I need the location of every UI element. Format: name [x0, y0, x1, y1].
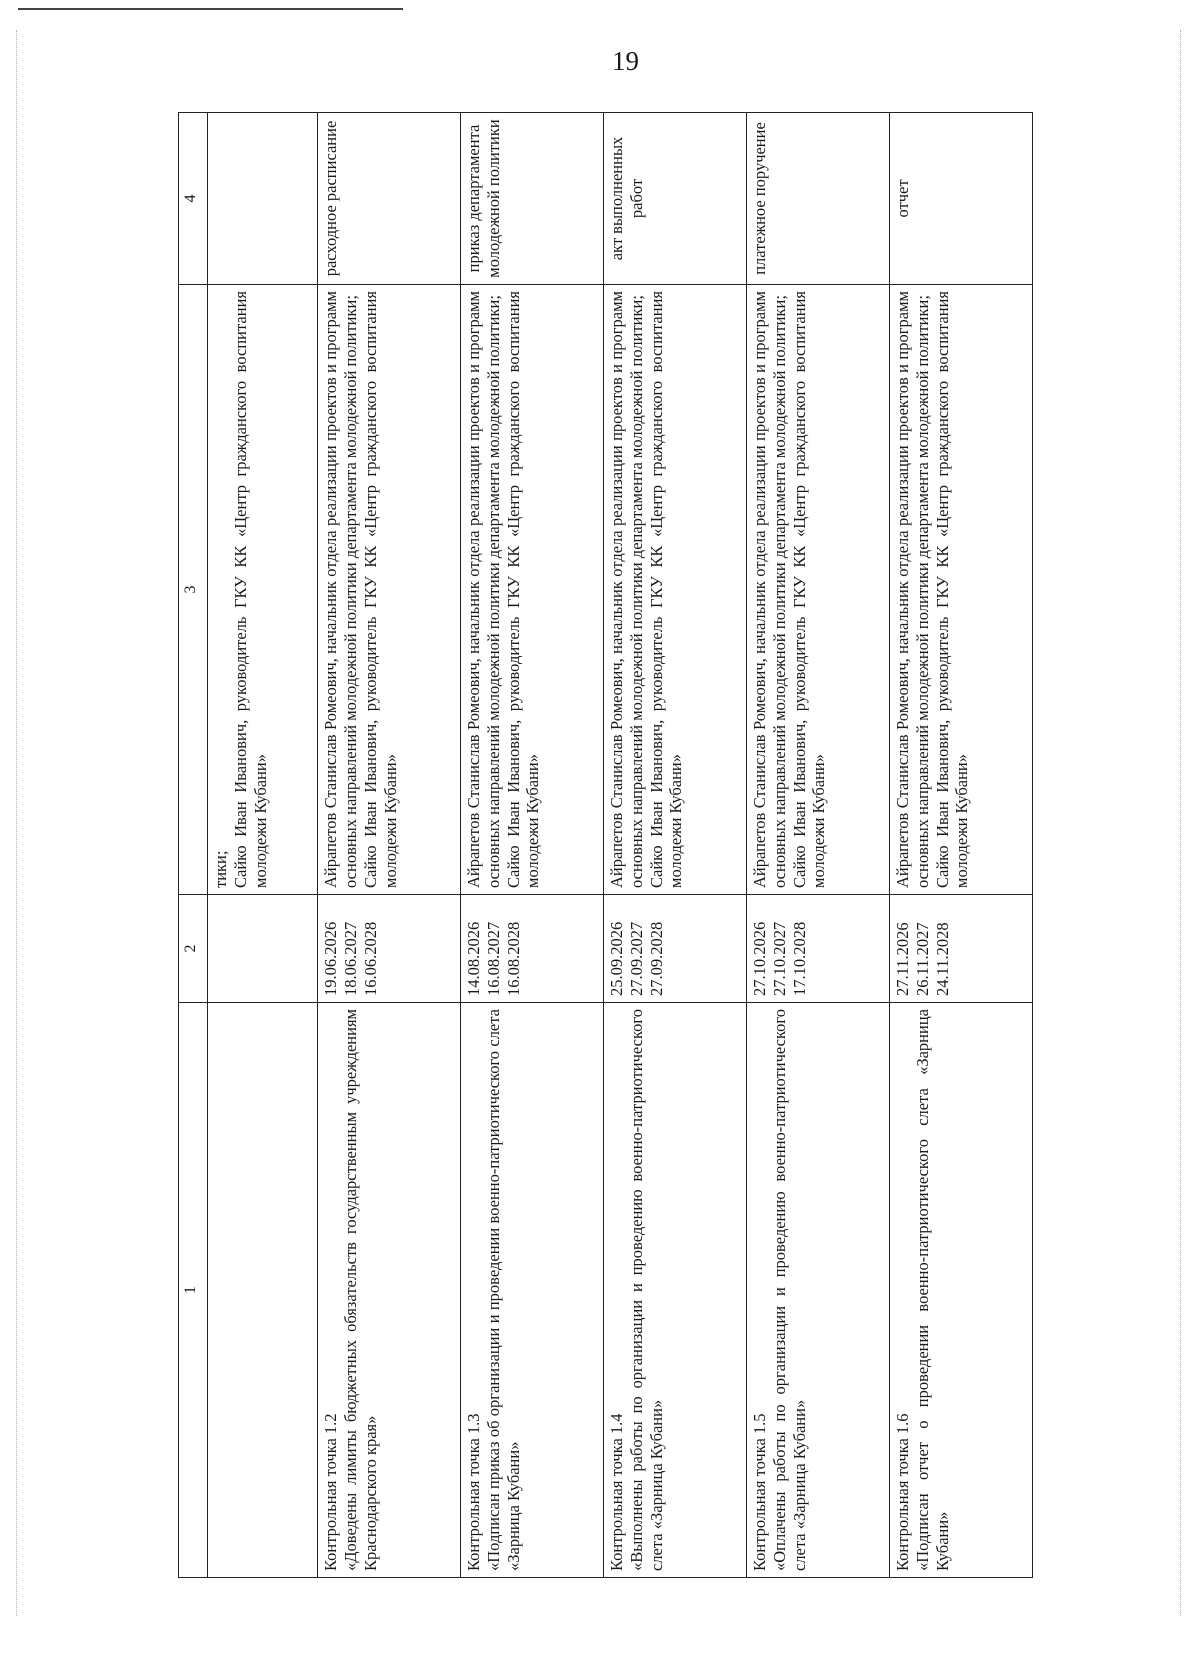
control-point-cell: Контрольная точка 1.5 «Оплачены работы по организации и проведению военно-патриотического слета «Зарница Кубани»: [747, 1003, 890, 1578]
dates-cell: 19.06.2026 18.06.2027 16.06.2028: [318, 895, 461, 1003]
schedule-table-rotated: [178, 113, 1033, 1578]
responsible-cell: Айрапетов Станислав Ромеович, начальник отдела реализации проектов и программ основных направлений молодежной политики департамента молодежной политики; Сайко Иван Иванович, руководитель ГКУ КК «Центр гражданского воспитания молодежи Кубани»: [461, 285, 604, 895]
table-row: [208, 113, 318, 1578]
control-point-cell: Контрольная точка 1.4 «Выполнены работы по организации и проведению военно-патриотического слета «Зарница Кубани»: [604, 1003, 747, 1578]
control-point-cell: Контрольная точка 1.2 «Доведены лимиты бюджетных обязательств государственным учреждениям Краснодарского края»: [318, 1003, 461, 1578]
column-number-1: 1: [179, 1003, 208, 1578]
top-rule: [18, 8, 403, 10]
dates-cell: 25.09.2026 27.09.2027 27.09.2028: [604, 895, 747, 1003]
control-point-cell: Контрольная точка 1.6 «Подписан отчет о проведении военно-патриотического слета «Зарница Кубани»: [890, 1003, 1033, 1578]
table-row: [747, 113, 890, 1578]
document-cell: приказ департамента молодежной политики: [461, 113, 604, 285]
table-row: [318, 113, 461, 1578]
control-point-cell: [208, 1003, 318, 1578]
control-point-cell: Контрольная точка 1.3 «Подписан приказ об организации и проведении военно-патриотического слета «Зарница Кубани»: [461, 1003, 604, 1578]
column-number-3: 3: [179, 285, 208, 895]
dates-cell: 27.11.2026 26.11.2027 24.11.2028: [890, 895, 1033, 1003]
schedule-table: [178, 112, 1033, 1578]
dates-cell: [208, 895, 318, 1003]
column-number-2: 2: [179, 895, 208, 1003]
right-scan-edge: [1180, 30, 1181, 1616]
document-cell: акт выполненных работ: [604, 113, 747, 285]
table-header-row: [179, 113, 208, 1578]
document-cell: платежное поручение: [747, 113, 890, 285]
table-row: [461, 113, 604, 1578]
responsible-cell: Айрапетов Станислав Ромеович, начальник отдела реализации проектов и программ основных направлений молодежной политики департамента молодежной политики; Сайко Иван Иванович, руководитель ГКУ КК «Центр гражданского воспитания молодежи Кубани»: [318, 285, 461, 895]
column-number-4: 4: [179, 113, 208, 285]
responsible-cell: Айрапетов Станислав Ромеович, начальник отдела реализации проектов и программ основных направлений молодежной политики департамента молодежной политики; Сайко Иван Иванович, руководитель ГКУ КК «Центр гражданского воспитания молодежи Кубани»: [747, 285, 890, 895]
dates-cell: 27.10.2026 27.10.2027 17.10.2028: [747, 895, 890, 1003]
document-cell: [208, 113, 318, 285]
responsible-cell: Айрапетов Станислав Ромеович, начальник отдела реализации проектов и программ основных направлений молодежной политики департамента молодежной политики; Сайко Иван Иванович, руководитель ГКУ КК «Центр гражданского воспитания молодежи Кубани»: [890, 285, 1033, 895]
document-cell: расходное расписание: [318, 113, 461, 285]
responsible-cell: тики; Сайко Иван Иванович, руководитель ГКУ КК «Центр гражданского воспитания молодежи Кубани»: [208, 285, 318, 895]
table-row: [890, 113, 1033, 1578]
page-number: 19: [612, 46, 639, 76]
document-cell: отчет: [890, 113, 1033, 285]
left-scan-edge: [16, 30, 17, 1616]
dates-cell: 14.08.2026 16.08.2027 16.08.2028: [461, 895, 604, 1003]
table-row: [604, 113, 747, 1578]
responsible-cell: Айрапетов Станислав Ромеович, начальник отдела реализации проектов и программ основных направлений молодежной политики департамента молодежной политики; Сайко Иван Иванович, руководитель ГКУ КК «Центр гражданского воспитания молодежи Кубани»: [604, 285, 747, 895]
